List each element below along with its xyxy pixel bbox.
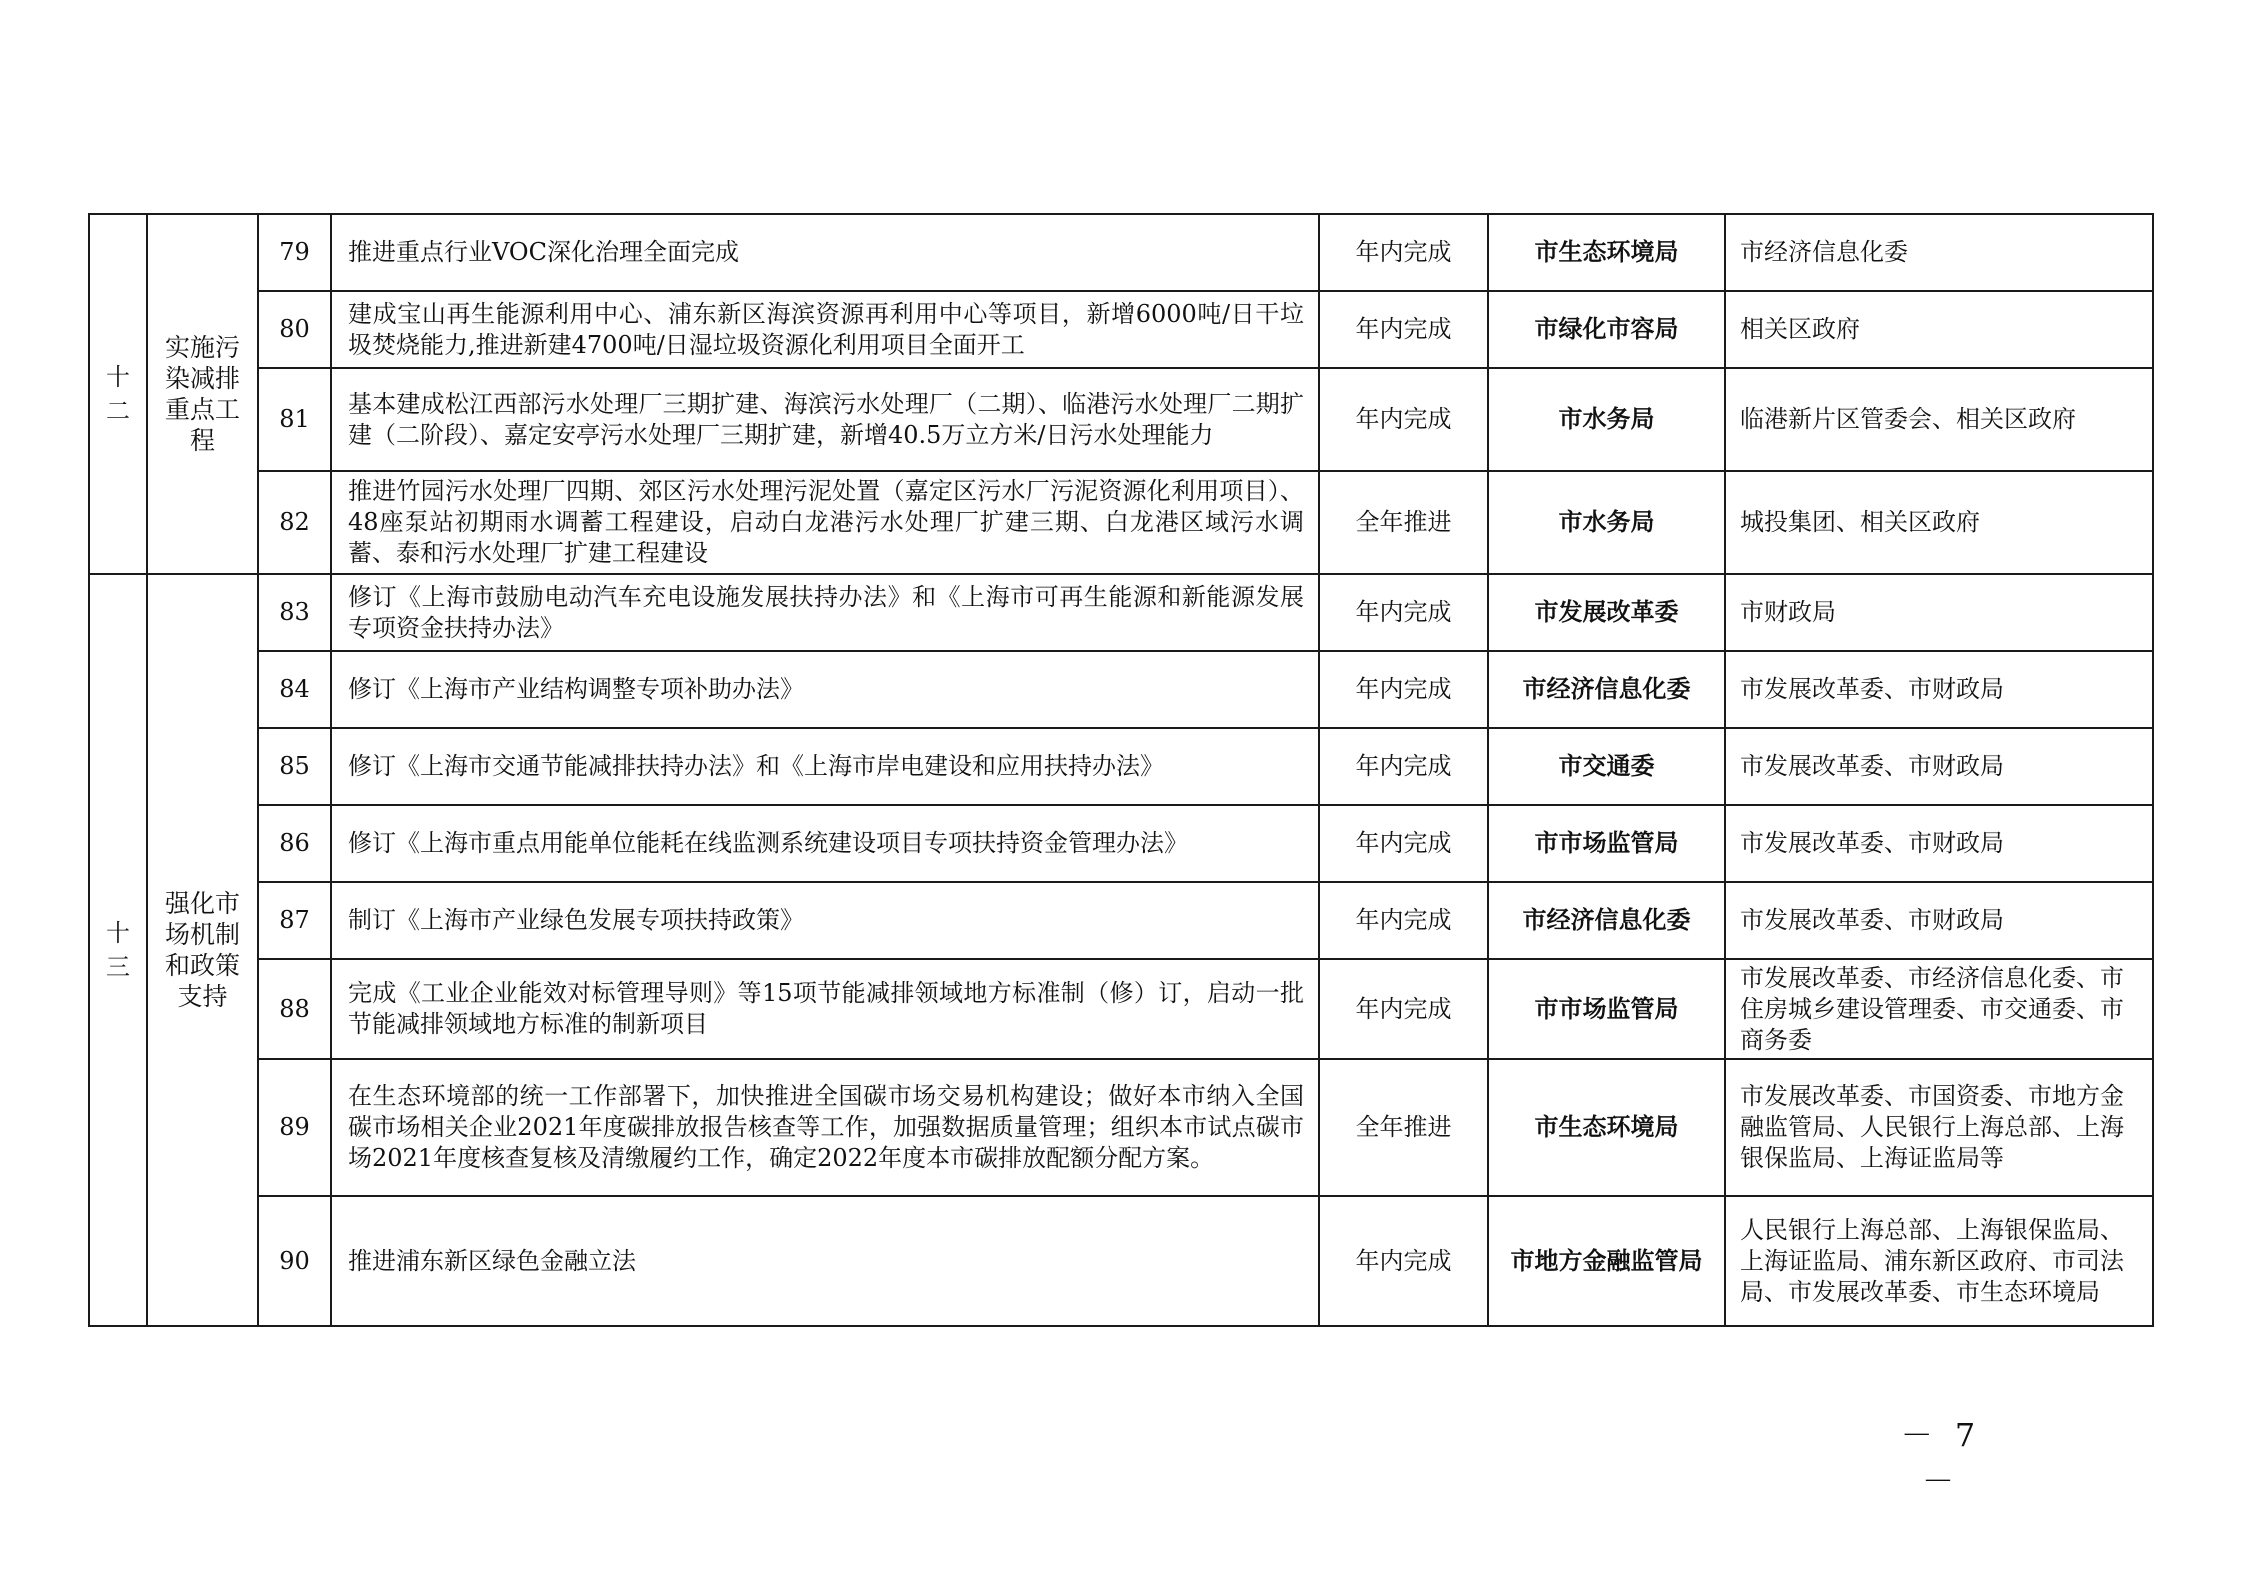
lead-department: 市绿化市容局 [1488,291,1725,368]
row-number: 85 [258,728,331,805]
task-description: 推进竹园污水处理厂四期、郊区污水处理污泥处置（嘉定区污水厂污泥资源化利用项目）、48座泵站初期雨水调蓄工程建设，启动白龙港污水处理厂扩建三期、白龙港区域污水调蓄、泰和污水处理厂扩建工程建设 [331,471,1319,574]
table-row [89,214,2153,291]
category-number: 十二 [89,214,147,574]
category-name: 实施污染减排重点工程 [147,214,258,574]
table-row [89,959,2153,1059]
cooperating-departments: 市经济信息化委 [1725,214,2153,291]
lead-department: 市交通委 [1488,728,1725,805]
row-number: 80 [258,291,331,368]
task-description: 在生态环境部的统一工作部署下，加快推进全国碳市场交易机构建设；做好本市纳入全国碳市场相关企业2021年度碳排放报告核查等工作，加强数据质量管理；组织本市试点碳市场2021年度核查复核及清缴履约工作，确定2022年度本市碳排放配额分配方案。 [331,1059,1319,1196]
lead-department: 市生态环境局 [1488,214,1725,291]
lead-department: 市生态环境局 [1488,1059,1725,1196]
timing-cell: 年内完成 [1319,651,1488,728]
table-row [89,882,2153,959]
timing-cell: 年内完成 [1319,214,1488,291]
timing-cell: 年内完成 [1319,882,1488,959]
row-number: 88 [258,959,331,1059]
page-number: － 7 － [1900,1416,1982,1500]
task-description: 修订《上海市鼓励电动汽车充电设施发展扶持办法》和《上海市可再生能源和新能源发展专项资金扶持办法》 [331,574,1319,651]
task-table [88,213,2154,1327]
cooperating-departments: 市发展改革委、市国资委、市地方金融监管局、人民银行上海总部、上海银保监局、上海证监局等 [1725,1059,2153,1196]
row-number: 87 [258,882,331,959]
timing-cell: 年内完成 [1319,728,1488,805]
cooperating-departments: 市发展改革委、市经济信息化委、市住房城乡建设管理委、市交通委、市商务委 [1725,959,2153,1059]
table-row [89,291,2153,368]
cooperating-departments: 临港新片区管委会、相关区政府 [1725,368,2153,471]
table-row [89,574,2153,651]
table-row [89,471,2153,574]
task-description: 建成宝山再生能源利用中心、浦东新区海滨资源再利用中心等项目，新增6000吨/日干垃圾焚烧能力,推进新建4700吨/日湿垃圾资源化利用项目全面开工 [331,291,1319,368]
lead-department: 市发展改革委 [1488,574,1725,651]
row-number: 83 [258,574,331,651]
category-number: 十三 [89,574,147,1326]
task-description: 修订《上海市重点用能单位能耗在线监测系统建设项目专项扶持资金管理办法》 [331,805,1319,882]
row-number: 90 [258,1196,331,1326]
lead-department: 市经济信息化委 [1488,882,1725,959]
row-number: 79 [258,214,331,291]
timing-cell: 年内完成 [1319,368,1488,471]
cooperating-departments: 相关区政府 [1725,291,2153,368]
timing-cell: 年内完成 [1319,574,1488,651]
task-description: 基本建成松江西部污水处理厂三期扩建、海滨污水处理厂（二期）、临港污水处理厂二期扩建（二阶段）、嘉定安亭污水处理厂三期扩建，新增40.5万立方米/日污水处理能力 [331,368,1319,471]
timing-cell: 年内完成 [1319,291,1488,368]
timing-cell: 年内完成 [1319,959,1488,1059]
cooperating-departments: 市发展改革委、市财政局 [1725,728,2153,805]
cooperating-departments: 市发展改革委、市财政局 [1725,805,2153,882]
table-row [89,1059,2153,1196]
row-number: 84 [258,651,331,728]
row-number: 82 [258,471,331,574]
table-row [89,1196,2153,1326]
lead-department: 市经济信息化委 [1488,651,1725,728]
row-number: 86 [258,805,331,882]
timing-cell: 全年推进 [1319,471,1488,574]
category-name: 强化市场机制和政策支持 [147,574,258,1326]
cooperating-departments: 人民银行上海总部、上海银保监局、上海证监局、浦东新区政府、市司法局、市发展改革委、市生态环境局 [1725,1196,2153,1326]
task-description: 修订《上海市交通节能减排扶持办法》和《上海市岸电建设和应用扶持办法》 [331,728,1319,805]
row-number: 81 [258,368,331,471]
lead-department: 市地方金融监管局 [1488,1196,1725,1326]
table-row [89,651,2153,728]
timing-cell: 年内完成 [1319,1196,1488,1326]
cooperating-departments: 市发展改革委、市财政局 [1725,882,2153,959]
task-description: 修订《上海市产业结构调整专项补助办法》 [331,651,1319,728]
task-description: 制订《上海市产业绿色发展专项扶持政策》 [331,882,1319,959]
lead-department: 市水务局 [1488,471,1725,574]
cooperating-departments: 市财政局 [1725,574,2153,651]
task-description: 推进重点行业VOC深化治理全面完成 [331,214,1319,291]
lead-department: 市市场监管局 [1488,805,1725,882]
row-number: 89 [258,1059,331,1196]
lead-department: 市市场监管局 [1488,959,1725,1059]
timing-cell: 年内完成 [1319,805,1488,882]
lead-department: 市水务局 [1488,368,1725,471]
table-row [89,728,2153,805]
table-row [89,805,2153,882]
cooperating-departments: 市发展改革委、市财政局 [1725,651,2153,728]
task-description: 完成《工业企业能效对标管理导则》等15项节能减排领域地方标准制（修）订，启动一批节能减排领域地方标准的制新项目 [331,959,1319,1059]
task-description: 推进浦东新区绿色金融立法 [331,1196,1319,1326]
timing-cell: 全年推进 [1319,1059,1488,1196]
cooperating-departments: 城投集团、相关区政府 [1725,471,2153,574]
table-row [89,368,2153,471]
